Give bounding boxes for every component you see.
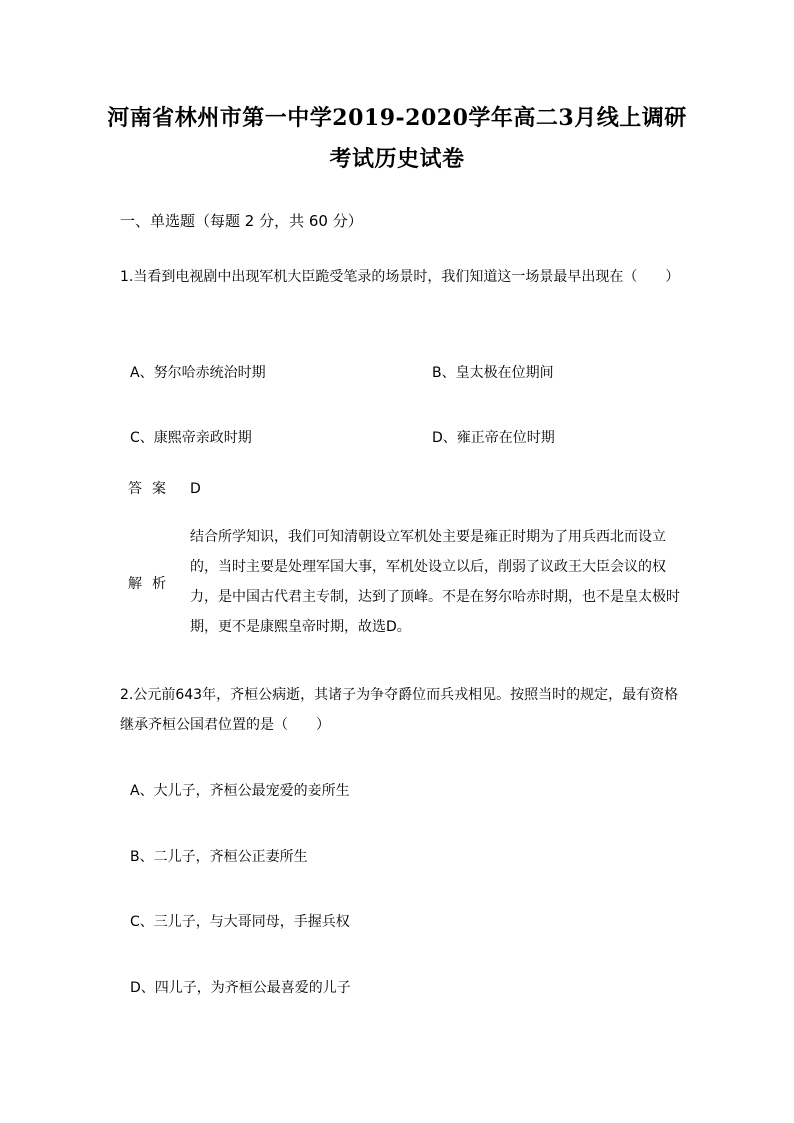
question-1-option-c: C、康熙帝亲政时期	[130, 430, 252, 446]
document-title-line1: 河南省林州市第一中学2019-2020学年高二3月线上调研	[107, 105, 687, 131]
answer-label: 答案	[128, 481, 176, 497]
document-title-line2: 考试历史试卷	[329, 146, 465, 172]
analysis-text: 结合所学知识，我们可知清朝设立军机处主要是雍正时期为了用兵西北而设立的，当时主要是处理军国大事，军机处设立以后，削弱了议政王大臣会议的权力，是中国古代君主专制，达到了顶峰。不是在努尔哈赤时期，也不是皇太极时期，更不是康熙皇帝时期，故选D。	[190, 529, 680, 635]
question-2-option-b: B、二儿子，齐桓公正妻所生	[130, 849, 308, 865]
question-2-stem: 2.公元前643年，齐桓公病逝，其诸子为争夺爵位而兵戎相见。按照当时的规定，最有资格继承齐桓公国君位置的是（ ）	[120, 687, 679, 733]
question-2-option-d: D、四儿子，为齐桓公最喜爱的儿子	[130, 980, 351, 996]
question-1-option-d: D、雍正帝在位时期	[432, 430, 555, 446]
answer-value: D	[190, 481, 201, 497]
section-heading: 一、单选题（每题 2 分，共 60 分）	[120, 212, 363, 230]
question-1-option-a: A、努尔哈赤统治时期	[130, 365, 266, 381]
analysis-label: 解析	[128, 576, 176, 592]
question-2-option-a: A、大儿子，齐桓公最宠爱的妾所生	[130, 783, 350, 799]
question-2-option-c: C、三儿子，与大哥同母，手握兵权	[130, 914, 350, 930]
question-1-option-b: B、皇太极在位期间	[432, 365, 554, 381]
question-1-stem: 1.当看到电视剧中出现军机大臣跪受笔录的场景时，我们知道这一场景最早出现在（ ）	[120, 269, 680, 285]
